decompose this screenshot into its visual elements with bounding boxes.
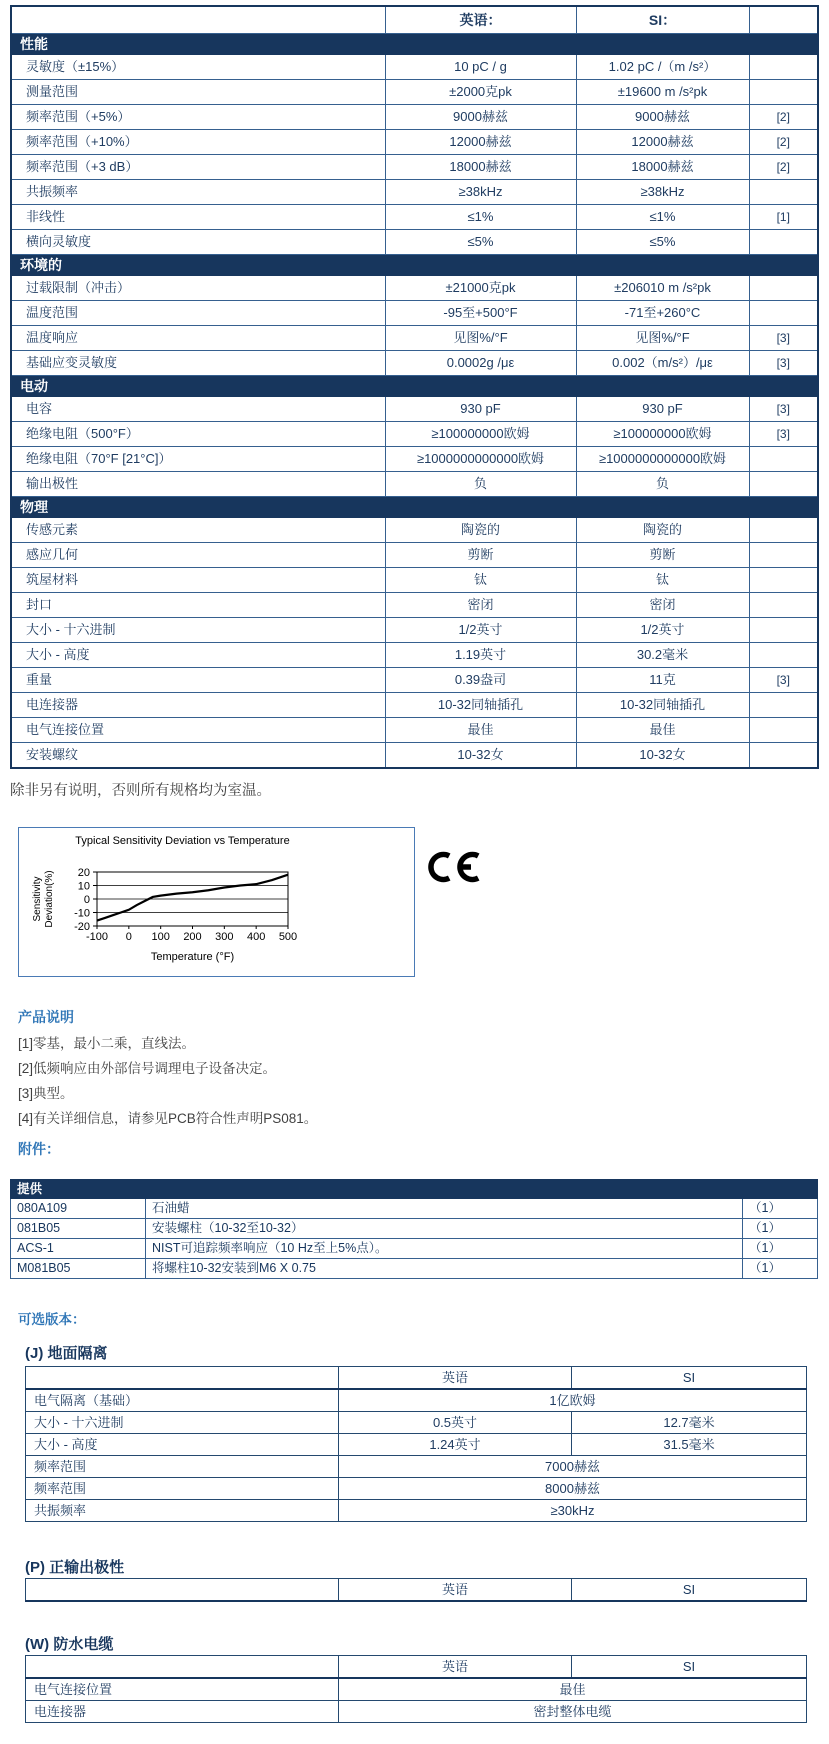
spec-row-english-value: -95至+500°F: [385, 301, 576, 326]
spec-section-title: 性能: [11, 34, 818, 55]
spec-row-si-value: 钛: [576, 568, 749, 593]
version-title: (W) 防水电缆: [25, 1636, 114, 1653]
spec-row-label: 横向灵敏度: [11, 230, 385, 255]
spec-row-si-value: 陶瓷的: [576, 518, 749, 543]
spec-row-label: 频率范围（+10%）: [11, 130, 385, 155]
version-header-row: [26, 1579, 807, 1602]
version-row-value: 7000赫兹: [339, 1456, 807, 1478]
spec-row-label: 感应几何: [11, 543, 385, 568]
spec-row: [11, 743, 818, 769]
spec-section-bar: [11, 255, 818, 276]
spec-row-si-value: 930 pF: [576, 397, 749, 422]
spec-row-note: [749, 618, 818, 643]
svg-text:Sensitivity: Sensitivity: [32, 876, 43, 922]
spec-row: [11, 668, 818, 693]
svg-text:0: 0: [83, 894, 90, 906]
accessory-model: 081B05: [11, 1219, 146, 1239]
accessories-table: [10, 1179, 818, 1279]
version-row-si-value: 12.7毫米: [572, 1412, 807, 1434]
spec-row-english-value: 负: [385, 472, 576, 497]
spec-row-english-value: 1.19英寸: [385, 643, 576, 668]
sensitivity-deviation-chart: [19, 828, 414, 976]
spec-row-note: [749, 447, 818, 472]
spec-row-english-value: 0.0002g /με: [385, 351, 576, 376]
version-row-value: 最佳: [339, 1678, 807, 1701]
spec-header-row: [11, 6, 818, 34]
spec-row: [11, 543, 818, 568]
spec-row-english-value: 见图%/°F: [385, 326, 576, 351]
spec-row: [11, 80, 818, 105]
version-row: [26, 1478, 807, 1500]
spec-row-si-value: ±206010 m /s²pk: [576, 276, 749, 301]
spec-row-label: 筑屋材料: [11, 568, 385, 593]
spec-row-si-value: 18000赫兹: [576, 155, 749, 180]
spec-row-label: 频率范围（+3 dB）: [11, 155, 385, 180]
spec-row-note: [749, 693, 818, 718]
spec-row-english-value: 10-32同轴插孔: [385, 693, 576, 718]
version-row-label: 大小 - 十六进制: [26, 1412, 339, 1434]
spec-row-si-value: 最佳: [576, 718, 749, 743]
spec-row: [11, 518, 818, 543]
accessory-row: [11, 1199, 818, 1219]
spec-row-note: [3]: [749, 351, 818, 376]
spec-row-si-value: 1.02 pC /（m /s²）: [576, 55, 749, 80]
version-table: [25, 1655, 807, 1723]
chart-x-label: Temperature (°F): [150, 951, 235, 963]
chart-title: Typical Sensitivity Deviation vs Temperature: [75, 835, 290, 847]
version-row: [26, 1389, 807, 1412]
product-note-item: [4]有关详细信息，请参见PCB符合性声明PS081。: [18, 1111, 318, 1126]
spec-row-note: [749, 180, 818, 205]
svg-text:100: 100: [151, 931, 170, 943]
version-row: [26, 1500, 807, 1522]
spec-row-si-value: ≥100000000欧姆: [576, 422, 749, 447]
spec-row-english-value: 10-32女: [385, 743, 576, 769]
spec-row-note: [749, 743, 818, 769]
spec-row-label: 基础应变灵敏度: [11, 351, 385, 376]
spec-row-note: [749, 472, 818, 497]
accessory-description: 将螺柱10-32安装到M6 X 0.75: [146, 1259, 743, 1279]
accessory-qty: （1）: [743, 1219, 818, 1239]
accessories-heading: 附件：: [18, 1141, 60, 1157]
version-header-row: [26, 1656, 807, 1679]
spec-row: [11, 693, 818, 718]
spec-row: [11, 397, 818, 422]
spec-row-note: [2]: [749, 105, 818, 130]
svg-text:500: 500: [278, 931, 298, 943]
spec-row-label: 绝缘电阻（70°F [21°C]）: [11, 447, 385, 472]
version-header-row: [26, 1367, 807, 1390]
svg-text:300: 300: [215, 931, 234, 943]
accessory-description: 石油蜡: [146, 1199, 743, 1219]
spec-section-bar: [11, 34, 818, 55]
spec-row-label: 温度范围: [11, 301, 385, 326]
spec-row-note: [749, 301, 818, 326]
spec-row-english-value: 钛: [385, 568, 576, 593]
version-header-si: SI: [572, 1579, 807, 1602]
spec-row-label: 安装螺纹: [11, 743, 385, 769]
product-note-item: [2]低频响应由外部信号调理电子设备决定。: [18, 1061, 277, 1076]
spec-row-english-value: 0.39盎司: [385, 668, 576, 693]
spec-row-english-value: 9000赫兹: [385, 105, 576, 130]
version-row-si-value: 31.5毫米: [572, 1434, 807, 1456]
spec-row-note: [749, 80, 818, 105]
spec-row-si-value: ≤1%: [576, 205, 749, 230]
svg-text:-100: -100: [85, 931, 109, 943]
svg-text:Deviation(%): Deviation(%): [44, 870, 55, 928]
spec-row: [11, 422, 818, 447]
version-row-english-value: 1.24英寸: [339, 1434, 572, 1456]
spec-section-bar: [11, 376, 818, 397]
spec-row-si-value: 12000赫兹: [576, 130, 749, 155]
spec-row-english-value: 1/2英寸: [385, 618, 576, 643]
spec-row: [11, 447, 818, 472]
spec-row-english-value: ≥100000000欧姆: [385, 422, 576, 447]
spec-row-si-value: 1/2英寸: [576, 618, 749, 643]
room-temperature-footnote: 除非另有说明，否则所有规格均为室温。: [10, 783, 271, 799]
spec-row-label: 频率范围（+5%）: [11, 105, 385, 130]
spec-row: [11, 205, 818, 230]
accessory-model: ACS-1: [11, 1239, 146, 1259]
spec-section-bar: [11, 497, 818, 518]
spec-row-si-value: ≥38kHz: [576, 180, 749, 205]
spec-row-label: 大小 - 高度: [11, 643, 385, 668]
version-row-english-value: 0.5英寸: [339, 1412, 572, 1434]
spec-row-note: [749, 518, 818, 543]
spec-row-label: 非线性: [11, 205, 385, 230]
spec-row-english-value: 密闭: [385, 593, 576, 618]
spec-row-english-value: 陶瓷的: [385, 518, 576, 543]
spec-header-si: SI：: [576, 6, 749, 34]
spec-row-note: [3]: [749, 668, 818, 693]
spec-row: [11, 618, 818, 643]
version-row-label: 电气隔离（基础）: [26, 1389, 339, 1412]
version-header-empty: [26, 1656, 339, 1679]
spec-row-label: 温度响应: [11, 326, 385, 351]
spec-row-english-value: 10 pC / g: [385, 55, 576, 80]
spec-row: [11, 301, 818, 326]
spec-row-label: 传感元素: [11, 518, 385, 543]
svg-text:-20: -20: [74, 921, 90, 933]
version-header-si: SI: [572, 1367, 807, 1390]
spec-row-english-value: 剪断: [385, 543, 576, 568]
optional-versions-heading: 可选版本：: [18, 1312, 86, 1327]
spec-row-english-value: ≤1%: [385, 205, 576, 230]
version-row-value: ≥30kHz: [339, 1500, 807, 1522]
spec-row-label: 大小 - 十六进制: [11, 618, 385, 643]
spec-row-note: [749, 230, 818, 255]
spec-row: [11, 130, 818, 155]
version-row-label: 频率范围: [26, 1478, 339, 1500]
accessories-table-body: [11, 1180, 818, 1279]
spec-header-english: 英语：: [385, 6, 576, 34]
sensitivity-chart-box: [18, 827, 415, 977]
accessory-qty: （1）: [743, 1239, 818, 1259]
spec-section-title: 电动: [11, 376, 818, 397]
version-row: [26, 1412, 807, 1434]
spec-section-title: 环境的: [11, 255, 818, 276]
spec-row-si-value: ≥1000000000000欧姆: [576, 447, 749, 472]
version-header-english: 英语: [339, 1367, 572, 1390]
spec-row: [11, 55, 818, 80]
spec-row-si-value: 30.2毫米: [576, 643, 749, 668]
spec-row-english-value: ≤5%: [385, 230, 576, 255]
accessory-row: [11, 1239, 818, 1259]
ce-mark-icon: [427, 849, 489, 890]
product-note-item: [3]典型。: [18, 1086, 74, 1101]
spec-row-english-value: ≥1000000000000欧姆: [385, 447, 576, 472]
version-row: [26, 1701, 807, 1723]
spec-row-si-value: 见图%/°F: [576, 326, 749, 351]
accessory-model: 080A109: [11, 1199, 146, 1219]
product-note-item: [1]零基，最小二乘，直线法。: [18, 1036, 196, 1051]
spec-row-note: [749, 593, 818, 618]
spec-row-english-value: 最佳: [385, 718, 576, 743]
spec-row: [11, 180, 818, 205]
accessories-header-row: [11, 1180, 818, 1199]
spec-row-label: 灵敏度（±15%）: [11, 55, 385, 80]
spec-row-si-value: 10-32同轴插孔: [576, 693, 749, 718]
version-title: (P) 正输出极性: [25, 1559, 125, 1576]
version-row-label: 大小 - 高度: [26, 1434, 339, 1456]
version-table: [25, 1366, 807, 1522]
spec-row-english-value: ±21000克pk: [385, 276, 576, 301]
spec-row-note: [749, 276, 818, 301]
version-header-english: 英语: [339, 1579, 572, 1602]
spec-row-label: 电容: [11, 397, 385, 422]
spec-row-note: [749, 543, 818, 568]
svg-text:20: 20: [77, 867, 90, 879]
spec-row-si-value: ±19600 m /s²pk: [576, 80, 749, 105]
accessories-header-label: 提供: [11, 1180, 818, 1199]
accessory-row: [11, 1219, 818, 1239]
version-row: [26, 1678, 807, 1701]
version-row-value: 1亿欧姆: [339, 1389, 807, 1412]
spec-row-note: [749, 718, 818, 743]
spec-row-si-value: 负: [576, 472, 749, 497]
spec-row-label: 共振频率: [11, 180, 385, 205]
spec-row-si-value: 剪断: [576, 543, 749, 568]
spec-table: [10, 5, 819, 769]
spec-row-label: 输出极性: [11, 472, 385, 497]
version-header-si: SI: [572, 1656, 807, 1679]
version-row-label: 共振频率: [26, 1500, 339, 1522]
version-row-value: 8000赫兹: [339, 1478, 807, 1500]
spec-row-label: 绝缘电阻（500°F）: [11, 422, 385, 447]
spec-section-title: 物理: [11, 497, 818, 518]
version-row-label: 电气连接位置: [26, 1678, 339, 1701]
spec-row-note: [1]: [749, 205, 818, 230]
spec-row-label: 重量: [11, 668, 385, 693]
spec-row-si-value: ≤5%: [576, 230, 749, 255]
version-row: [26, 1434, 807, 1456]
spec-row-si-value: 密闭: [576, 593, 749, 618]
spec-row-si-value: 11克: [576, 668, 749, 693]
product-notes-heading: 产品说明: [18, 1009, 74, 1025]
spec-row-note: [3]: [749, 326, 818, 351]
accessory-model: M081B05: [11, 1259, 146, 1279]
spec-header-empty: [11, 6, 385, 34]
svg-text:200: 200: [183, 931, 202, 943]
spec-row-label: 电气连接位置: [11, 718, 385, 743]
spec-row-label: 过载限制（冲击）: [11, 276, 385, 301]
spec-row: [11, 155, 818, 180]
version-header-english: 英语: [339, 1656, 572, 1679]
spec-row: [11, 718, 818, 743]
spec-row-label: 测量范围: [11, 80, 385, 105]
product-notes-list: [18, 1031, 317, 1131]
spec-row-si-value: 9000赫兹: [576, 105, 749, 130]
spec-row: [11, 568, 818, 593]
spec-header-note: [749, 6, 818, 34]
svg-text:10: 10: [77, 880, 90, 893]
spec-row-english-value: 12000赫兹: [385, 130, 576, 155]
spec-row: [11, 230, 818, 255]
spec-row-english-value: 18000赫兹: [385, 155, 576, 180]
spec-row-note: [749, 568, 818, 593]
spec-row-english-value: 930 pF: [385, 397, 576, 422]
svg-text:0: 0: [125, 931, 132, 943]
accessory-qty: （1）: [743, 1199, 818, 1219]
spec-table-body: [11, 6, 818, 768]
spec-row: [11, 643, 818, 668]
spec-row-note: [749, 643, 818, 668]
accessory-qty: （1）: [743, 1259, 818, 1279]
spec-row: [11, 472, 818, 497]
spec-row-note: [2]: [749, 155, 818, 180]
spec-row-note: [3]: [749, 422, 818, 447]
spec-row-si-value: 0.002（m/s²）/με: [576, 351, 749, 376]
spec-row-english-value: ±2000克pk: [385, 80, 576, 105]
version-header-empty: [26, 1367, 339, 1390]
version-title: (J) 地面隔离: [25, 1345, 108, 1362]
accessory-row: [11, 1259, 818, 1279]
chart-data-line: [97, 875, 288, 921]
spec-row: [11, 593, 818, 618]
accessory-description: 安装螺柱（10-32至10-32）: [146, 1219, 743, 1239]
version-row-value: 密封整体电缆: [339, 1701, 807, 1723]
version-header-empty: [26, 1579, 339, 1602]
spec-row-label: 电连接器: [11, 693, 385, 718]
version-row: [26, 1456, 807, 1478]
svg-text:-10: -10: [74, 907, 90, 920]
spec-row: [11, 105, 818, 130]
spec-row-label: 封口: [11, 593, 385, 618]
spec-row-si-value: 10-32女: [576, 743, 749, 769]
spec-row-english-value: ≥38kHz: [385, 180, 576, 205]
version-table: [25, 1578, 807, 1602]
spec-row: [11, 276, 818, 301]
spec-row: [11, 326, 818, 351]
spec-row-si-value: -71至+260°C: [576, 301, 749, 326]
version-row-label: 电连接器: [26, 1701, 339, 1723]
svg-text:400: 400: [246, 931, 266, 943]
spec-row-note: [3]: [749, 397, 818, 422]
version-row-label: 频率范围: [26, 1456, 339, 1478]
spec-row-note: [2]: [749, 130, 818, 155]
accessory-description: NIST可追踪频率响应（10 Hz至上5%点）。: [146, 1239, 743, 1259]
spec-row-note: [749, 55, 818, 80]
spec-row: [11, 351, 818, 376]
